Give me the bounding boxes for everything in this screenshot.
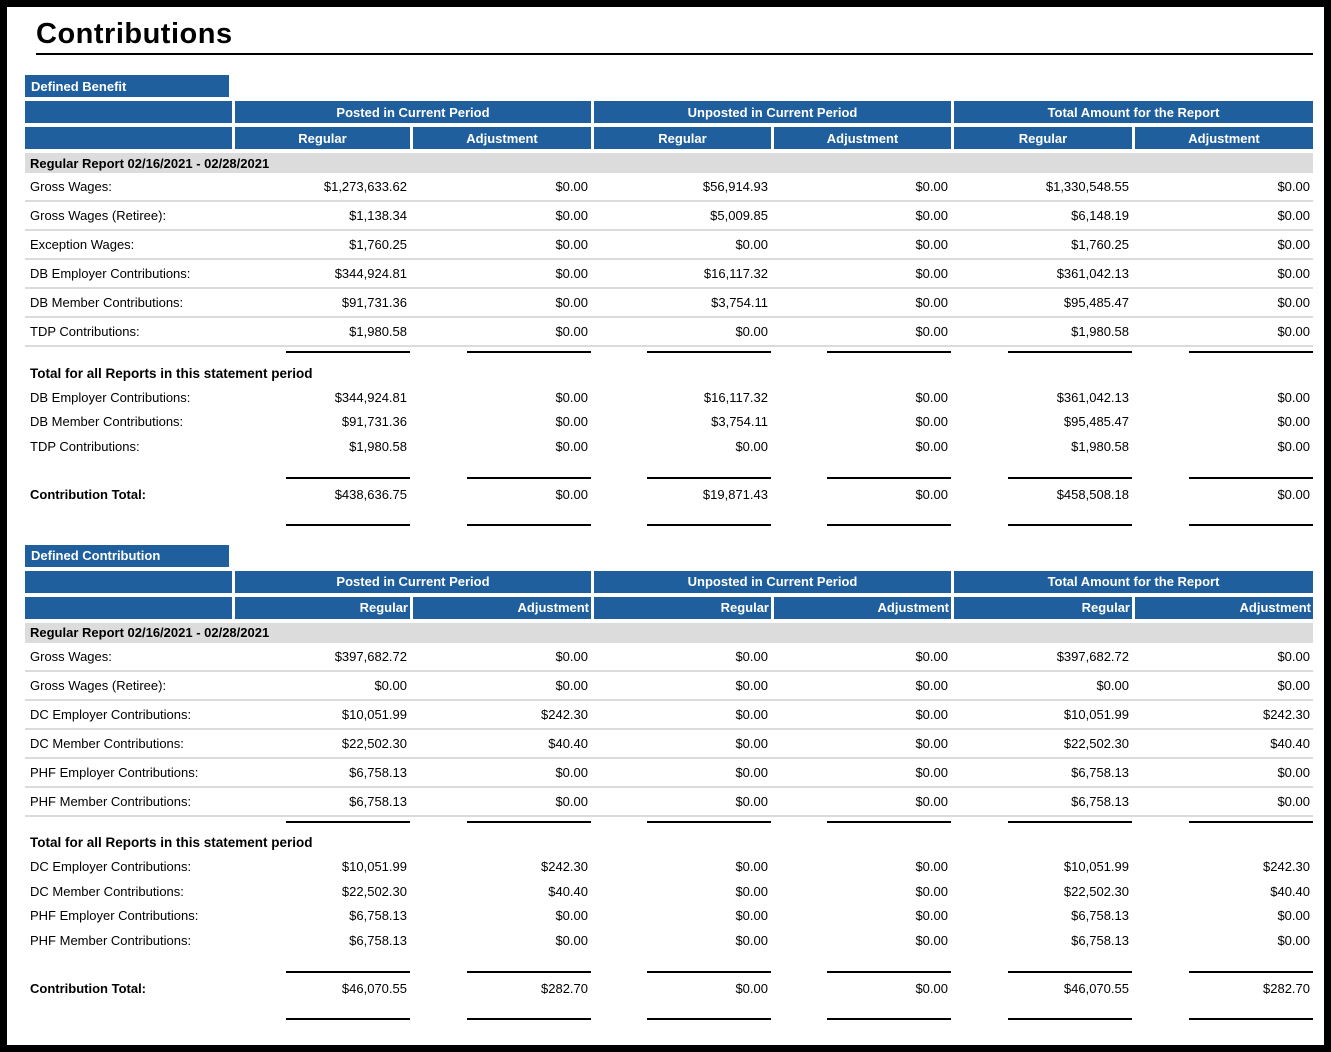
- table-row: [25, 173, 1313, 202]
- totals-row: [25, 410, 1313, 435]
- cell-value: $0.00: [915, 706, 948, 722]
- cell-value: $0.00: [1277, 179, 1310, 194]
- column-sub-header: Adjustment: [771, 597, 951, 619]
- cell-value: $0.00: [555, 237, 588, 252]
- row-label: TDP Contributions:: [30, 324, 140, 339]
- cell-value: $0.00: [555, 414, 588, 430]
- column-sub-header: Regular: [951, 127, 1132, 149]
- column-sub-header: Adjustment: [771, 127, 951, 149]
- column-header-blank: [25, 101, 232, 123]
- row-label: DC Employer Contributions:: [30, 859, 192, 875]
- cell-value: $0.00: [1277, 793, 1310, 809]
- cell-value: $0.00: [555, 179, 588, 194]
- sum-rule-line: [1189, 1018, 1313, 1020]
- cell-value: $0.00: [555, 324, 588, 339]
- column-sub-header: Adjustment: [1132, 597, 1313, 619]
- sum-rule-line: [286, 821, 410, 823]
- sum-rule-line: [827, 351, 951, 353]
- cell-value: $22,502.30: [341, 735, 407, 751]
- cell-value: $0.00: [555, 389, 588, 405]
- cell-value: $6,758.13: [349, 793, 407, 809]
- column-sub-header: Regular: [232, 127, 410, 149]
- cell-value: $242.30: [541, 859, 588, 875]
- report-content: [25, 17, 1313, 1020]
- column-sub-header-row: [25, 597, 1313, 619]
- table-row: [25, 701, 1313, 730]
- sum-rule-line: [1008, 971, 1132, 973]
- column-sub-header: Regular: [951, 597, 1132, 619]
- cell-value: $0.00: [555, 208, 588, 223]
- column-header-blank: [25, 127, 232, 149]
- section-tab: Defined Contribution: [25, 545, 229, 567]
- cell-value: $0.00: [555, 764, 588, 780]
- sum-rule-line: [467, 351, 591, 353]
- cell-value: $46,070.55: [341, 981, 407, 996]
- cell-value: $1,330,548.55: [1045, 179, 1129, 194]
- cell-value: $40.40: [1270, 735, 1310, 751]
- column-sub-header: Regular: [591, 127, 771, 149]
- cell-value: $344,924.81: [334, 266, 407, 281]
- row-label: DC Employer Contributions:: [30, 706, 192, 722]
- cell-value: $6,758.13: [349, 908, 407, 924]
- column-sub-header: Adjustment: [410, 597, 591, 619]
- table-row: [25, 672, 1313, 701]
- cell-value: $6,758.13: [1071, 764, 1129, 780]
- sum-rule-line: [647, 971, 771, 973]
- cell-value: $0.00: [915, 932, 948, 948]
- cell-value: $0.00: [1277, 266, 1310, 281]
- cell-value: $0.00: [1277, 932, 1310, 948]
- sum-rule-row: [25, 351, 1313, 353]
- row-label: DB Member Contributions:: [30, 414, 184, 430]
- cell-value: $0.00: [1277, 295, 1310, 310]
- cell-value: $6,758.13: [349, 932, 407, 948]
- cell-value: $0.00: [735, 932, 768, 948]
- row-label: Gross Wages (Retiree):: [30, 208, 167, 223]
- sum-rule-line: [647, 351, 771, 353]
- column-sub-header: Adjustment: [410, 127, 591, 149]
- cell-value: $0.00: [555, 793, 588, 809]
- row-label: PHF Member Contributions:: [30, 932, 192, 948]
- sum-rule-line: [467, 971, 591, 973]
- sum-rule-row: [25, 524, 1313, 526]
- sum-rule-line: [467, 821, 591, 823]
- sum-rule-line: [467, 1018, 591, 1020]
- sum-rule-line: [647, 477, 771, 479]
- sum-rule-line: [647, 1018, 771, 1020]
- sum-rule-row: [25, 821, 1313, 823]
- cell-value: $361,042.13: [1056, 389, 1129, 405]
- totals-subtitle: Total for all Reports in this statement period: [30, 365, 313, 381]
- cell-value: $0.00: [915, 208, 948, 223]
- row-label: TDP Contributions:: [30, 438, 140, 454]
- cell-value: $3,754.11: [711, 414, 768, 430]
- cell-value: $397,682.72: [334, 648, 407, 664]
- row-label: Exception Wages:: [30, 237, 135, 252]
- cell-value: $0.00: [915, 438, 948, 454]
- section-tab: Defined Benefit: [25, 75, 229, 97]
- table-row: [25, 231, 1313, 260]
- totals-row: [25, 928, 1313, 953]
- cell-value: $0.00: [555, 908, 588, 924]
- row-label: Gross Wages:: [30, 179, 112, 194]
- table-row: [25, 202, 1313, 231]
- title-rule: [36, 53, 1313, 55]
- cell-value: $0.00: [915, 677, 948, 693]
- cell-value: $0.00: [374, 677, 407, 693]
- totals-subtitle: Total for all Reports in this statement period: [30, 835, 313, 850]
- sum-rule-line: [286, 1018, 410, 1020]
- cell-value: $0.00: [915, 389, 948, 405]
- cell-value: $10,051.99: [1063, 859, 1129, 875]
- report-period-band: Regular Report 02/16/2021 - 02/28/2021: [25, 623, 1313, 643]
- sum-rule-line: [1189, 971, 1313, 973]
- column-group-header-row: [25, 571, 1313, 593]
- cell-value: $40.40: [548, 883, 588, 899]
- sum-rule-line: [827, 477, 951, 479]
- row-label: PHF Member Contributions:: [30, 793, 192, 809]
- cell-value: $0.00: [915, 908, 948, 924]
- section-defined-benefit: [25, 75, 1313, 526]
- cell-value: $1,138.34: [349, 208, 407, 223]
- row-label: DC Member Contributions:: [30, 735, 184, 751]
- cell-value: $6,758.13: [1071, 793, 1129, 809]
- sum-rule-line: [827, 524, 951, 526]
- cell-value: $0.00: [1277, 324, 1310, 339]
- column-header-blank: [25, 571, 232, 593]
- column-group-header: Total Amount for the Report: [951, 571, 1313, 593]
- page-title: Contributions: [36, 18, 233, 50]
- row-label: DB Employer Contributions:: [30, 266, 191, 281]
- row-label: DB Employer Contributions:: [30, 389, 191, 405]
- cell-value: $10,051.99: [341, 706, 407, 722]
- table-row: [25, 318, 1313, 347]
- sum-rule-line: [1008, 821, 1132, 823]
- table-row: [25, 788, 1313, 817]
- row-label: Contribution Total:: [30, 981, 147, 996]
- cell-value: $95,485.47: [1063, 414, 1129, 430]
- cell-value: $242.30: [1263, 706, 1310, 722]
- cell-value: $0.00: [915, 266, 948, 281]
- column-group-header-row: [25, 101, 1313, 123]
- cell-value: $0.00: [555, 932, 588, 948]
- sum-rule-line: [647, 821, 771, 823]
- cell-value: $46,070.55: [1063, 981, 1129, 996]
- sum-rule-line: [1008, 524, 1132, 526]
- cell-value: $10,051.99: [341, 859, 407, 875]
- sum-rule-line: [467, 477, 591, 479]
- cell-value: $1,980.58: [349, 324, 407, 339]
- cell-value: $0.00: [915, 295, 948, 310]
- sum-rule-line: [286, 477, 410, 479]
- column-group-header: Unposted in Current Period: [591, 101, 951, 123]
- cell-value: $0.00: [915, 179, 948, 194]
- cell-value: $282.70: [541, 981, 588, 996]
- cell-value: $0.00: [1277, 764, 1310, 780]
- row-label: Gross Wages:: [30, 648, 112, 664]
- cell-value: $56,914.93: [702, 179, 768, 194]
- cell-value: $0.00: [735, 908, 768, 924]
- cell-value: $282.70: [1263, 981, 1310, 996]
- row-label: PHF Employer Contributions:: [30, 764, 199, 780]
- column-sub-header: Regular: [591, 597, 771, 619]
- column-sub-header-row: [25, 127, 1313, 149]
- cell-value: $6,758.13: [1071, 908, 1129, 924]
- cell-value: $0.00: [915, 487, 948, 502]
- cell-value: $0.00: [1096, 677, 1129, 693]
- cell-value: $1,760.25: [349, 237, 407, 252]
- sections-container: [25, 75, 1313, 1020]
- cell-value: $22,502.30: [1063, 883, 1129, 899]
- cell-value: $40.40: [1270, 883, 1310, 899]
- report-period-band: Regular Report 02/16/2021 - 02/28/2021: [25, 153, 1313, 173]
- cell-value: $19,871.43: [702, 487, 768, 502]
- column-sub-header: Adjustment: [1132, 127, 1313, 149]
- cell-value: $0.00: [555, 487, 588, 502]
- totals-row: [25, 879, 1313, 904]
- cell-value: $3,754.11: [711, 295, 768, 310]
- cell-value: $0.00: [1277, 677, 1310, 693]
- cell-value: $0.00: [555, 295, 588, 310]
- cell-value: $438,636.75: [334, 487, 407, 502]
- cell-value: $0.00: [735, 438, 768, 454]
- cell-value: $40.40: [548, 735, 588, 751]
- sum-rule-line: [1189, 821, 1313, 823]
- sum-rule-line: [1008, 477, 1132, 479]
- totals-row: [25, 434, 1313, 459]
- cell-value: $0.00: [555, 677, 588, 693]
- table-row: [25, 759, 1313, 788]
- column-group-header: Posted in Current Period: [232, 571, 591, 593]
- cell-value: $458,508.18: [1056, 487, 1129, 502]
- cell-value: $0.00: [1277, 487, 1310, 502]
- sum-rule-line: [1008, 1018, 1132, 1020]
- cell-value: $0.00: [915, 981, 948, 996]
- totals-row: [25, 385, 1313, 410]
- sum-rule-line: [827, 1018, 951, 1020]
- column-header-blank: [25, 597, 232, 619]
- cell-value: $0.00: [1277, 208, 1310, 223]
- sum-rule-line: [827, 821, 951, 823]
- column-sub-header: Regular: [232, 597, 410, 619]
- cell-value: $0.00: [735, 706, 768, 722]
- table-row: [25, 289, 1313, 318]
- cell-value: $91,731.36: [341, 414, 407, 430]
- cell-value: $242.30: [541, 706, 588, 722]
- cell-value: $6,758.13: [1071, 932, 1129, 948]
- cell-value: $0.00: [1277, 389, 1310, 405]
- cell-value: $0.00: [555, 648, 588, 664]
- cell-value: $0.00: [915, 414, 948, 430]
- section-defined-contribution: [25, 545, 1313, 1020]
- sum-rule-line: [1189, 524, 1313, 526]
- sum-rule-line: [1189, 477, 1313, 479]
- cell-value: $95,485.47: [1063, 295, 1129, 310]
- cell-value: $0.00: [1277, 648, 1310, 664]
- table-row: [25, 643, 1313, 672]
- cell-value: $6,148.19: [1071, 208, 1129, 223]
- sum-rule-line: [467, 524, 591, 526]
- cell-value: $0.00: [735, 324, 768, 339]
- cell-value: $1,980.58: [1071, 324, 1129, 339]
- cell-value: $0.00: [735, 735, 768, 751]
- cell-value: $6,758.13: [349, 764, 407, 780]
- cell-value: $0.00: [555, 438, 588, 454]
- cell-value: $0.00: [735, 793, 768, 809]
- sum-rule-row: [25, 1018, 1313, 1020]
- cell-value: $242.30: [1263, 859, 1310, 875]
- sum-rule-line: [1189, 351, 1313, 353]
- row-label: Contribution Total:: [30, 487, 147, 502]
- cell-value: $22,502.30: [1063, 735, 1129, 751]
- table-row: [25, 730, 1313, 759]
- cell-value: $1,760.25: [1071, 237, 1129, 252]
- cell-value: $22,502.30: [341, 883, 407, 899]
- totals-row: [25, 904, 1313, 929]
- sum-rule-line: [827, 971, 951, 973]
- column-group-header: Unposted in Current Period: [591, 571, 951, 593]
- row-label: DC Member Contributions:: [30, 883, 184, 899]
- cell-value: $0.00: [735, 677, 768, 693]
- cell-value: $0.00: [915, 324, 948, 339]
- column-group-header: Total Amount for the Report: [951, 101, 1313, 123]
- row-label: Gross Wages (Retiree):: [30, 677, 167, 693]
- sum-rule-line: [647, 524, 771, 526]
- cell-value: $0.00: [1277, 414, 1310, 430]
- cell-value: $0.00: [915, 859, 948, 875]
- cell-value: $0.00: [1277, 438, 1310, 454]
- cell-value: $0.00: [735, 859, 768, 875]
- cell-value: $0.00: [735, 648, 768, 664]
- column-group-header: Posted in Current Period: [232, 101, 591, 123]
- cell-value: $0.00: [915, 237, 948, 252]
- contribution-total-row: [25, 479, 1313, 511]
- sum-rule-line: [286, 351, 410, 353]
- cell-value: $0.00: [915, 648, 948, 664]
- cell-value: $16,117.32: [703, 389, 768, 405]
- cell-value: $0.00: [735, 237, 768, 252]
- sum-rule-line: [1008, 351, 1132, 353]
- cell-value: $1,980.58: [1071, 438, 1129, 454]
- sum-rule-line: [286, 524, 410, 526]
- cell-value: $10,051.99: [1063, 706, 1129, 722]
- cell-value: $1,980.58: [349, 438, 407, 454]
- cell-value: $344,924.81: [334, 389, 407, 405]
- cell-value: $0.00: [735, 981, 768, 996]
- cell-value: $5,009.85: [710, 208, 768, 223]
- cell-value: $0.00: [915, 735, 948, 751]
- cell-value: $1,273,633.62: [323, 179, 407, 194]
- sum-rule-line: [286, 971, 410, 973]
- row-label: PHF Employer Contributions:: [30, 908, 199, 924]
- row-label: DB Member Contributions:: [30, 295, 184, 310]
- cell-value: $0.00: [915, 883, 948, 899]
- table-row: [25, 260, 1313, 289]
- cell-value: $0.00: [915, 793, 948, 809]
- cell-value: $361,042.13: [1056, 266, 1129, 281]
- cell-value: $0.00: [1277, 908, 1310, 924]
- cell-value: $0.00: [735, 883, 768, 899]
- cell-value: $0.00: [1277, 237, 1310, 252]
- totals-row: [25, 855, 1313, 880]
- cell-value: $0.00: [555, 266, 588, 281]
- cell-value: $0.00: [915, 764, 948, 780]
- cell-value: $91,731.36: [341, 295, 407, 310]
- cell-value: $16,117.32: [703, 266, 768, 281]
- cell-value: $397,682.72: [1056, 648, 1129, 664]
- cell-value: $0.00: [735, 764, 768, 780]
- contribution-total-row: [25, 973, 1313, 1005]
